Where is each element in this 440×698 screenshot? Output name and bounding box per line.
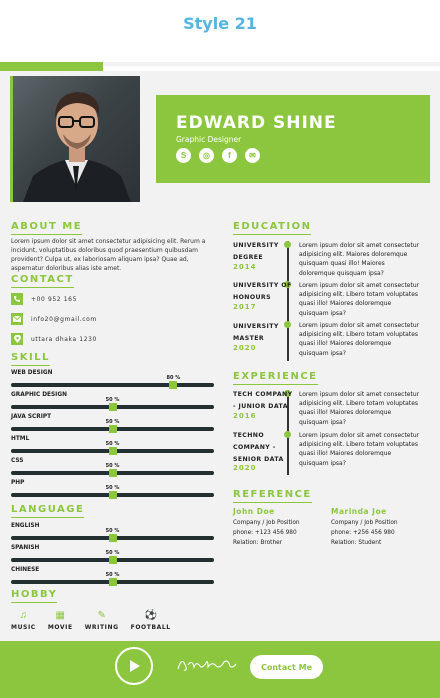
skill-level-marker (109, 425, 117, 433)
page-title: Style 21 (183, 14, 257, 33)
about-heading: ABOUT ME (11, 221, 82, 235)
play-button[interactable] (115, 647, 153, 685)
signature-image (174, 653, 240, 675)
language-level-marker (109, 556, 117, 564)
skill-percent: 50 % (105, 419, 120, 425)
skill-item (11, 480, 214, 497)
skill-label: PHP (11, 480, 25, 486)
skill-label: JAVA SCRIPT (11, 414, 52, 420)
skill-item (11, 370, 214, 387)
skill-item (11, 436, 214, 453)
music-icon: ♫ (19, 610, 28, 621)
experience-year: 2020 (233, 464, 257, 472)
top-white-bar (103, 66, 440, 71)
experience-description: Lorem ipsum dolor sit amet consectetur adipisicing elit. Libero totam voluptates quasi illo! Maiores doloremque quisquam ipsa? (299, 432, 420, 467)
footer-bar (0, 641, 440, 698)
language-percent: 50 % (105, 528, 120, 534)
pencil-icon: ✎ (97, 610, 106, 621)
language-label: CHINESE (11, 567, 40, 573)
language-level-marker (109, 578, 117, 586)
experience-title: TECH COMPANY - JUNIOR DATA (233, 391, 293, 410)
experience-heading: EXPERIENCE (233, 371, 318, 385)
language-bar (11, 550, 214, 562)
resume-sheet (0, 62, 440, 698)
reference-name: John Doe (233, 507, 275, 516)
skill-percent: 50 % (105, 441, 120, 447)
experience-description: Lorem ipsum dolor sit amet consectetur adipisicing elit. Libero totam voluptates quasi illo! Maiores doloremque quisquam ipsa? (299, 391, 420, 426)
hobby-item: ▦ MOVIE (47, 610, 73, 631)
language-label: ENGLISH (11, 523, 40, 529)
skill-percent: 50 % (105, 463, 120, 469)
skill-level-marker (109, 403, 117, 411)
skill-bar (11, 419, 214, 431)
education-year: 2017 (233, 303, 257, 311)
language-bar (11, 528, 214, 540)
skill-label: GRAPHIC DESIGN (11, 392, 67, 398)
language-item (11, 545, 214, 562)
email-icon (11, 313, 23, 325)
about-text: Lorem ipsum dolor sit amet consectetur adipisicing elit. Rerum a incidunt, voluptatibus doloribus quod praesentium quibusdam provident? Culpa ut, ex laboriosam aliquam ipsa? Quae ad, aspernatur doloribus alias iste amet. (11, 238, 206, 272)
profile-photo (10, 76, 140, 202)
contact-heading: CONTACT (11, 274, 74, 288)
skill-label: CSS (11, 458, 24, 464)
skype-icon[interactable]: S (176, 148, 191, 163)
skill-heading: SKILL (11, 352, 50, 366)
experience-title: TECHNO COMPANY - SENIOR DATA (233, 432, 284, 463)
person-name: EDWARD SHINE (176, 113, 337, 133)
reference-item: Marinda Joe Company / Job Position phone: +256 456 980 Relation: Student (331, 507, 398, 546)
skill-level-marker (109, 491, 117, 499)
skill-bar (11, 485, 214, 497)
skill-item (11, 392, 214, 409)
education-title: UNIVERSITY OF HONOURS (233, 282, 292, 301)
job-title: Graphic Designer (176, 135, 242, 144)
education-year: 2014 (233, 263, 257, 271)
skill-item (11, 414, 214, 431)
contact-phone: +00 952 165 (11, 293, 77, 305)
skill-bar (11, 463, 214, 475)
education-description: Lorem ipsum dolor sit amet consectetur adipisicing elit. Libero totam voluptates quasi illo! Maiores doloremque quisquam ipsa? (299, 282, 420, 317)
language-percent: 50 % (105, 572, 120, 578)
email-icon[interactable]: ✉ (245, 148, 260, 163)
language-percent: 50 % (105, 550, 120, 556)
education-title: UNIVERSITY DEGREE (233, 242, 279, 261)
name-header-box (156, 95, 430, 183)
timeline-dot (284, 241, 291, 248)
contact-email: info20@gmail.com (11, 313, 97, 325)
instagram-icon[interactable]: ◎ (199, 148, 214, 163)
hobby-heading: HOBBY (11, 589, 57, 603)
timeline-dot (284, 321, 291, 328)
facebook-icon[interactable]: f (222, 148, 237, 163)
language-label: SPANISH (11, 545, 40, 551)
reference-heading: REFERENCE (233, 489, 312, 503)
hobby-item: ⚽ FOOTBALL (130, 610, 171, 631)
education-description: Lorem ipsum dolor sit amet consectetur adipisicing elit. Maiores doloremque quisquam quasi illo! Maiores doloremque quisquam ipsa? (299, 242, 420, 277)
skill-level-marker (169, 381, 177, 389)
person-portrait-icon (13, 76, 140, 202)
hobby-item: ✎ WRITING (84, 610, 119, 631)
experience-year: 2016 (233, 412, 257, 420)
language-level-marker (109, 534, 117, 542)
skill-label: WEB DESIGN (11, 370, 53, 376)
timeline-dot (284, 431, 291, 438)
education-year: 2020 (233, 344, 257, 352)
contact-location: uttara dhaka 1230 (11, 333, 97, 345)
language-heading: LANGUAGE (11, 504, 84, 518)
contact-me-button[interactable]: Contact Me (250, 655, 323, 679)
social-links (176, 148, 260, 163)
phone-icon (11, 293, 23, 305)
education-title: UNIVERSITY MASTER (233, 323, 279, 342)
hobby-list (11, 610, 171, 631)
location-icon (11, 333, 23, 345)
language-bar (11, 572, 214, 584)
skill-bar (11, 397, 214, 409)
skill-bar (11, 441, 214, 453)
skill-level-marker (109, 469, 117, 477)
skill-percent: 50 % (105, 397, 120, 403)
language-item (11, 567, 214, 584)
hobby-item: ♫ MUSIC (11, 610, 36, 631)
skill-level-marker (109, 447, 117, 455)
skill-label: HTML (11, 436, 30, 442)
skill-item (11, 458, 214, 475)
top-accent-bar (0, 62, 103, 71)
film-icon: ▦ (55, 610, 65, 621)
education-heading: EDUCATION (233, 221, 311, 235)
education-description: Lorem ipsum dolor sit amet consectetur adipisicing elit. Libero totam voluptates quasi illo! Maiores doloremque quisquam ipsa? (299, 322, 420, 357)
skill-percent: 50 % (105, 485, 120, 491)
play-icon (127, 659, 141, 673)
football-icon: ⚽ (144, 610, 157, 621)
reference-item: John Doe Company / Job Position phone: +123 456 980 Relation: Brother (233, 507, 300, 546)
skill-bar (11, 375, 214, 387)
skill-percent: 80 % (166, 375, 181, 381)
language-item (11, 523, 214, 540)
reference-name: Marinda Joe (331, 507, 387, 516)
